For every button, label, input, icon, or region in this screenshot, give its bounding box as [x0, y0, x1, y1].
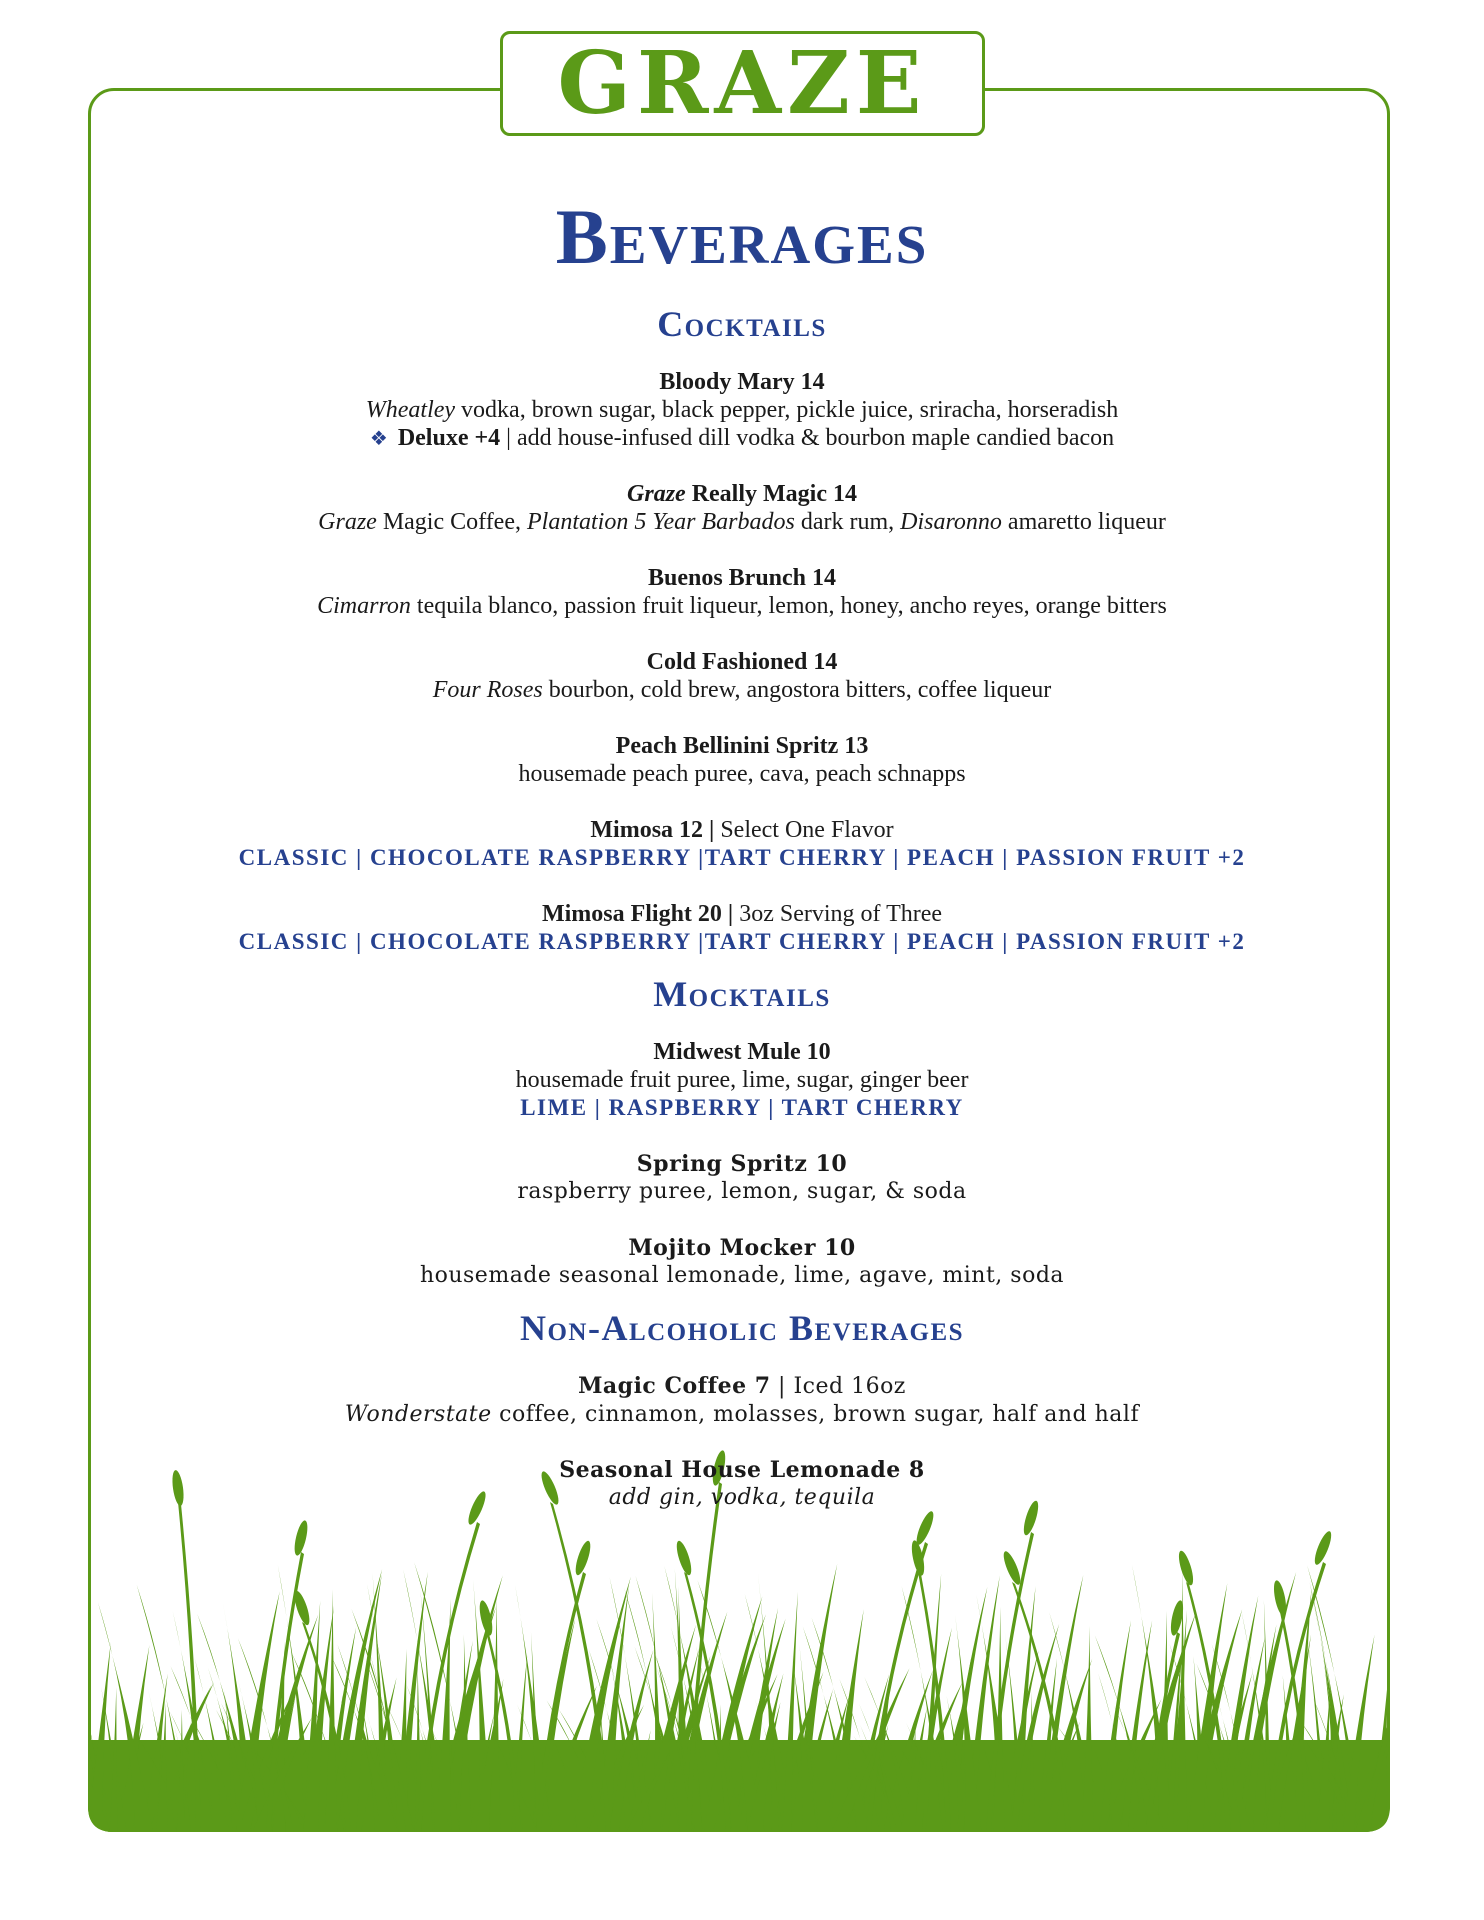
- seed-head: [292, 1519, 310, 1556]
- seed-head: [909, 1539, 926, 1576]
- description-text: coffee, cinnamon, molasses, brown sugar, half and half: [491, 1402, 1140, 1427]
- diamond-bullet-icon: ❖: [369, 428, 388, 450]
- section-heading-non-alcoholic: Non-Alcoholic Beverages: [519, 1308, 965, 1348]
- name-text: Really Magic 14: [685, 481, 857, 507]
- menu-item-midwest-mule: [0, 1038, 1484, 1122]
- item-addon: [0, 424, 1484, 453]
- flavor-options: CLASSIC | CHOCOLATE RASPBERRY |TART CHERRY | PEACH | PASSION FRUIT +2: [238, 929, 1246, 954]
- description-text: vodka, brown sugar, black pepper, pickle juice, sriracha, horseradish: [455, 397, 1119, 423]
- item-description: [0, 508, 1484, 536]
- menu-item-graze-really-magic: [0, 480, 1484, 536]
- description-text: Magic Coffee,: [376, 509, 527, 535]
- addon-label: Deluxe +4: [397, 425, 501, 451]
- seed-head: [573, 1539, 594, 1576]
- menu-item-buenos-brunch: [0, 564, 1484, 620]
- item-description: [0, 1401, 1484, 1429]
- item-name-line: [0, 900, 1484, 928]
- brand-name: Wonderstate: [344, 1402, 492, 1427]
- brand-name: Graze: [318, 509, 377, 535]
- item-description: [0, 1484, 1484, 1512]
- brand-name: Graze: [627, 481, 686, 507]
- menu-item-bloody-mary: [0, 368, 1484, 453]
- brand-name: Cimarron: [317, 593, 411, 619]
- grass-blade: [1082, 1626, 1094, 1832]
- flavor-options: LIME | RASPBERRY | TART CHERRY: [520, 1095, 964, 1120]
- section-heading-mocktails: Mocktails: [653, 974, 831, 1014]
- page-title: Beverages: [555, 193, 929, 280]
- item-description: housemade seasonal lemonade, lime, agave, mint, soda: [419, 1263, 1065, 1288]
- section-heading-cocktails: Cocktails: [657, 304, 827, 344]
- brand-name: Four Roses: [432, 677, 543, 703]
- seed-head: [1001, 1549, 1024, 1586]
- seed-head: [913, 1509, 936, 1546]
- item-name-line: [0, 816, 1484, 844]
- item-name: Magic Coffee 7: [578, 1373, 771, 1399]
- item-description: housemade fruit puree, lime, sugar, ginger beer: [515, 1067, 969, 1093]
- item-name: Mimosa Flight 20 |: [541, 901, 734, 927]
- item-name: Mojito Mocker 10: [628, 1235, 856, 1261]
- item-name-line: [0, 1372, 1484, 1401]
- description-text: amaretto liqueur: [1001, 509, 1166, 535]
- item-name: Midwest Mule 10: [653, 1039, 831, 1065]
- brand-name: Plantation 5 Year Barbados: [527, 509, 795, 535]
- menu-item-mimosa: [0, 816, 1484, 872]
- menu-item-mimosa-flight: [0, 900, 1484, 956]
- item-name: Peach Bellinini Spritz 13: [615, 733, 869, 759]
- item-name: Cold Fashioned 14: [646, 649, 838, 675]
- item-note: Select One Flavor: [714, 817, 894, 843]
- logo: [500, 31, 985, 136]
- item-name: Mimosa 12 |: [590, 817, 715, 843]
- item-description: [0, 396, 1484, 424]
- description-text: dark rum,: [794, 509, 901, 535]
- flavor-options: CLASSIC | CHOCOLATE RASPBERRY |TART CHERRY | PEACH | PASSION FRUIT +2: [238, 845, 1246, 870]
- menu-item-cold-fashioned: [0, 648, 1484, 704]
- description-text: bourbon, cold brew, angostora bitters, coffee liqueur: [542, 677, 1052, 703]
- brand-name: Wheatley: [365, 397, 456, 423]
- description-text: add gin, vodka, tequila: [608, 1485, 876, 1510]
- menu-item-seasonal-lemonade: [0, 1456, 1484, 1512]
- item-name: Spring Spritz 10: [636, 1151, 848, 1177]
- addon-description: | add house-infused dill vodka & bourbon maple candied bacon: [500, 425, 1115, 451]
- menu-item-mojito-mocker: [0, 1234, 1484, 1290]
- item-note: 3oz Serving of Three: [733, 901, 943, 927]
- item-description: [0, 592, 1484, 620]
- item-name: Bloody Mary 14: [659, 369, 825, 395]
- menu-item-peach-bellinini-spritz: [0, 732, 1484, 788]
- seed-head: [292, 1589, 313, 1626]
- item-description: housemade peach puree, cava, peach schnapps: [518, 761, 966, 787]
- menu-item-spring-spritz: [0, 1150, 1484, 1206]
- description-text: tequila blanco, passion fruit liqueur, lemon, honey, ancho reyes, orange bitters: [410, 593, 1167, 619]
- seed-head: [1176, 1549, 1196, 1586]
- item-description: [0, 676, 1484, 704]
- item-note: | Iced 16oz: [770, 1374, 906, 1399]
- logo-text: GRAZE: [557, 32, 928, 134]
- seed-head: [674, 1539, 694, 1576]
- seed-head: [1312, 1529, 1335, 1566]
- item-description: raspberry puree, lemon, sugar, & soda: [517, 1179, 967, 1204]
- item-name: [0, 480, 1484, 508]
- item-name: Buenos Brunch 14: [647, 565, 837, 591]
- brand-name: Disaronno: [900, 509, 1002, 535]
- menu-item-magic-coffee: [0, 1372, 1484, 1429]
- item-name: Seasonal House Lemonade 8: [559, 1457, 925, 1483]
